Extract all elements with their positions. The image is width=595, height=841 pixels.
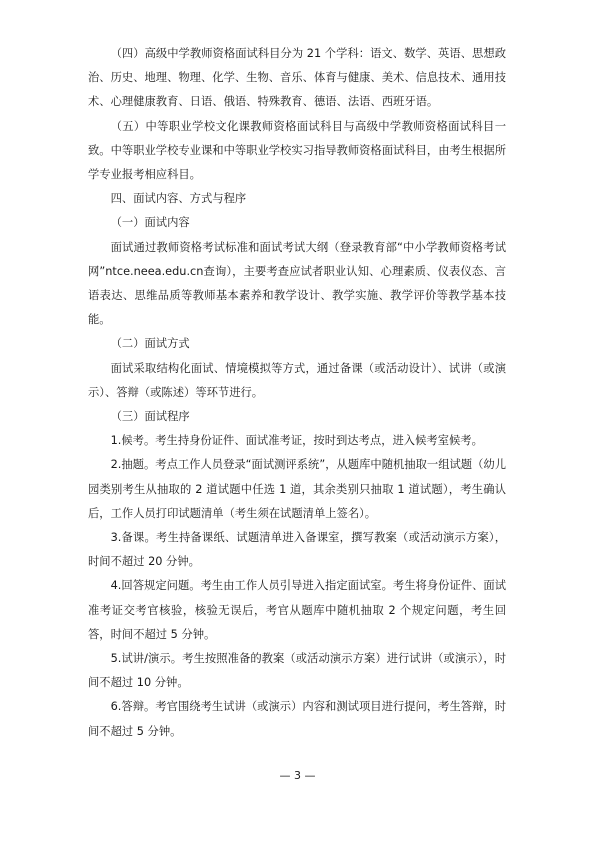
subheading-interview-method: （二）面试方式 — [110, 337, 190, 351]
subheading-interview-procedure: （三）面试程序 — [110, 410, 190, 424]
paragraph-vocational-subjects: （五）中等职业学校文化课教师资格面试科目与高级中学教师资格面试科目一致。中等职业学校专业课和中等职业学校实习指导教师资格面试科目，由考生根据所学专业报考相应科目。 — [88, 119, 506, 182]
subheading-interview-content: （一）面试内容 — [110, 216, 190, 230]
paragraph-senior-high-subjects: （四）高级中学教师资格面试科目分为 21 个学科：语文、数学、英语、思想政治、历史、地理、物理、化学、生物、音乐、体育与健康、美术、信息技术、通用技术、心理健康教育、日语、俄语、特殊教育、德语、法语、西班牙语。 — [88, 47, 506, 109]
procedure-step-6: 6.答辩。考官围绕考生试讲（或演示）内容和测试项目进行提问，考生答辩，时间不超过 5 分钟。 — [88, 700, 506, 738]
procedure-step-2: 2.抽题。考点工作人员登录“面试测评系统”，从题库中随机抽取一组试题（幼儿园类别考生从抽取的 2 道试题中任选 1 道，其余类别只抽取 1 道试题），考生确认后，工作人员打印试题清单（考生须在试题清单上签名）。 — [88, 458, 506, 520]
paragraph-interview-method: 面试采取结构化面试、情境模拟等方式，通过备课（或活动设计）、试讲（或演示）、答辩（或陈述）等环节进行。 — [88, 361, 506, 399]
paragraph-interview-content: 面试通过教师资格考试标准和面试考试大纲（登录教育部“中小学教师资格考试网”ntce.neea.edu.cn查询），主要考查应试者职业认知、心理素质、仪表仪态、言语表达、思维品质等教师基本素养和教学设计、教学实施、教学评价等教学基本技能。 — [88, 240, 506, 327]
section-heading-interview: 四、面试内容、方式与程序 — [110, 192, 247, 206]
procedure-step-1: 1.候考。考生持身份证件、面试准考证，按时到达考点，进入候考室候考。 — [110, 434, 483, 448]
procedure-step-4: 4.回答规定问题。考生由工作人员引导进入指定面试室。考生将身份证件、面试准考证交考官核验，核验无误后，考官从题库中随机抽取 2 个规定问题，考生回答，时间不超过 5 分钟。 — [88, 579, 506, 641]
page-number: — 3 — — [279, 769, 316, 782]
procedure-step-5: 5.试讲/演示。考生按照准备的教案（或活动演示方案）进行试讲（或演示），时间不超过 10 分钟。 — [88, 652, 506, 690]
document-body — [88, 42, 506, 744]
procedure-step-3: 3.备课。考生持备课纸、试题清单进入备课室，撰写教案（或活动演示方案），时间不超过 20 分钟。 — [88, 531, 506, 569]
